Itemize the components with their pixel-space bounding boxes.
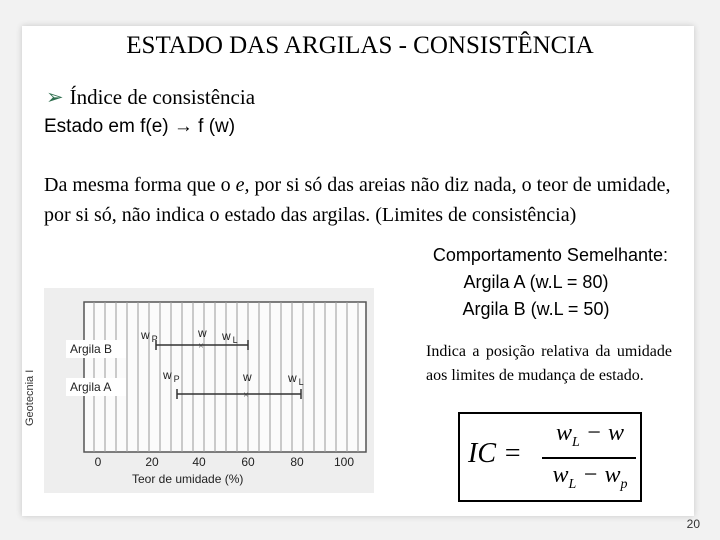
a-wl: w <box>288 371 297 385</box>
comportamento-heading: Comportamento Semelhante: <box>432 245 668 265</box>
comportamento-argila-b: Argila B (w.L = 50) <box>462 299 610 319</box>
tick-40: 40 <box>192 455 206 469</box>
a-wp-sub: P <box>173 374 180 384</box>
indica-text: Indica a posição relativa da umidade aos limites de mudança de estado. <box>426 343 672 384</box>
figure-svg <box>44 288 374 493</box>
b-wp-sub: P <box>151 334 158 344</box>
b-w: w <box>198 326 207 340</box>
label-argila-b: Argila B <box>70 342 113 356</box>
a-w: w <box>243 370 252 384</box>
ic-formula <box>458 412 642 502</box>
bullet-text: Índice de consistência <box>69 85 256 109</box>
side-label: Geotecnia I <box>24 369 36 426</box>
comportamento-block <box>404 242 668 323</box>
slide-title: ESTADO DAS ARGILAS - CONSISTÊNCIA <box>126 32 594 59</box>
tick-80: 80 <box>290 455 304 469</box>
paragraph-part3: por si só das areias não diz nada, o teor de umidade, por si só, não indica o estado das argilas. (Limites de consistência) <box>44 174 671 226</box>
tick-100: 100 <box>333 455 355 469</box>
b-wl-sub: L <box>232 335 238 345</box>
axis-label: Teor de umidade (%) <box>132 472 244 486</box>
svg-text:×: × <box>243 390 249 401</box>
state-line: Estado em f(e) → f (w) <box>44 116 236 137</box>
formula-denominator: $w_L - w_p$ <box>552 462 628 492</box>
a-wl-sub: L <box>298 377 304 387</box>
paragraph-e: e, <box>235 174 250 196</box>
a-wp: w <box>163 368 172 382</box>
consistency-figure <box>44 288 374 493</box>
label-argila-a: Argila A <box>70 380 112 394</box>
comportamento-argila-a: Argila A (w.L = 80) <box>463 272 609 292</box>
paragraph <box>44 170 684 230</box>
b-wl: w <box>222 329 231 343</box>
bullet-heading <box>46 85 255 110</box>
page-number: 20 <box>686 517 700 531</box>
formula-numerator: $w_L - w$ <box>555 420 624 450</box>
tick-20: 20 <box>145 455 159 469</box>
b-wp: w <box>141 328 150 342</box>
tick-60: 60 <box>241 455 255 469</box>
formula-fraction-bar <box>542 457 636 459</box>
arrow-bullet-icon: ➢ <box>46 85 64 109</box>
paragraph-part1: Da mesma forma que o <box>44 174 236 196</box>
tick-0: 0 <box>94 455 102 469</box>
formula-lhs: IC = <box>468 438 522 469</box>
svg-text:×: × <box>198 341 204 352</box>
